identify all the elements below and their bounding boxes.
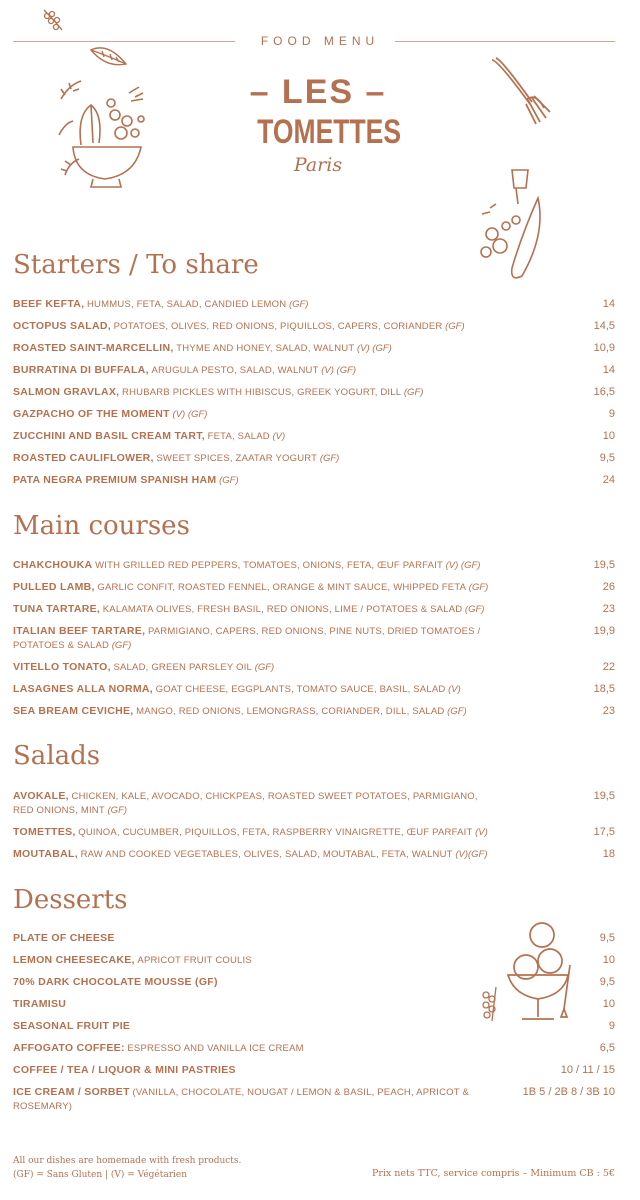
menu-item — [13, 385, 615, 400]
menu-item — [13, 451, 615, 466]
menu-item-price: 6,5 — [599, 1042, 615, 1054]
menu-item — [13, 682, 615, 697]
menu-item — [13, 341, 615, 356]
menu-item-price: 10,9 — [593, 342, 615, 354]
menu-item-name: PLATE OF CHEESE — [13, 932, 115, 944]
menu-item-price: 23 — [602, 705, 615, 717]
menu-item-text — [13, 660, 493, 675]
menu-item — [13, 363, 615, 378]
menu-item — [13, 660, 615, 675]
menu-item-text — [13, 931, 493, 946]
menu-item-price: 9 — [608, 1020, 615, 1032]
menu-item-text — [13, 341, 493, 356]
herb-sprig-icon — [40, 6, 66, 34]
leaf-icon — [88, 42, 130, 70]
menu-item-description: HUMMUS, FETA, SALAD, CANDIED LEMON — [87, 299, 287, 310]
menu-item — [13, 624, 615, 653]
menu-item — [13, 1063, 615, 1078]
menu-item-tags: (GF) — [219, 475, 239, 486]
footer-price-note: Prix nets TTC, service compris – Minimum CB : 5€ — [371, 1168, 615, 1179]
menu-item-price: 14 — [602, 364, 615, 376]
menu-item-name: COFFEE / TEA / LIQUOR & MINI PASTRIES — [13, 1064, 236, 1076]
menu-item-price: 17,5 — [593, 826, 615, 838]
menu-item-name: OCTOPUS SALAD, — [13, 320, 111, 332]
menu-item-price: 10 / 11 / 15 — [560, 1064, 615, 1076]
fork-icon — [488, 56, 552, 128]
menu-item — [13, 1041, 615, 1056]
menu-item — [13, 704, 615, 719]
menu-item-description: (VANILLA, CHOCOLATE, NOUGAT / LEMON & BASIL, PEACH, APRICOT & ROSEMARY) — [13, 1087, 469, 1112]
menu-item-text — [13, 580, 493, 595]
menu-item-description: SWEET SPICES, ZAATAR YOGURT — [156, 453, 318, 464]
logo-tomettes: TOMETTES — [257, 113, 402, 151]
menu-item-text — [13, 953, 493, 968]
menu-item-name: LASAGNES ALLA NORMA, — [13, 683, 153, 695]
menu-item-description: POTATOES, OLIVES, RED ONIONS, PIQUILLOS, CAPERS, CORIANDER — [113, 321, 443, 332]
menu-item-price: 10 — [602, 998, 615, 1010]
menu-item-text — [13, 682, 493, 697]
menu-item — [13, 997, 615, 1012]
menu-item — [13, 1019, 615, 1034]
menu-item-tags: (V) — [448, 684, 461, 695]
menu-item — [13, 429, 615, 444]
menu-item-text — [13, 297, 493, 312]
menu-item-description: WITH GRILLED RED PEPPERS, TOMATOES, ONIONS, FETA, ŒUF PARFAIT — [95, 560, 443, 571]
menu-item-name: 70% DARK CHOCOLATE MOUSSE (GF) — [13, 976, 218, 988]
section-title-mains: Main courses — [13, 511, 190, 541]
menu-item-tags: (GF) — [288, 299, 309, 310]
menu-item-name: PATA NEGRA PREMIUM SPANISH HAM — [13, 474, 217, 486]
menu-item-name: MOUTABAL, — [13, 848, 78, 860]
menu-item-description: QUINOA, CUCUMBER, PIQUILLOS, FETA, RASPBERRY VINAIGRETTE, ŒUF PARFAIT — [78, 827, 473, 838]
menu-item — [13, 1085, 615, 1114]
menu-item-price: 9,5 — [599, 452, 615, 464]
menu-item-price: 9,5 — [599, 976, 615, 988]
menu-item-price: 18,5 — [593, 683, 615, 695]
menu-item-price: 23 — [602, 603, 615, 615]
menu-item — [13, 558, 615, 573]
menu-item-description: RAW AND COOKED VEGETABLES, OLIVES, SALAD, MOUTABAL, FETA, WALNUT — [80, 849, 453, 860]
menu-item-tags: (GF) — [319, 453, 340, 464]
menu-item-description: FETA, SALAD — [207, 431, 270, 442]
menu-item-price: 19,5 — [593, 790, 615, 802]
menu-item-name: TUNA TARTARE, — [13, 603, 101, 615]
menu-item-text — [13, 558, 493, 573]
menu-item-name: ZUCCHINI AND BASIL CREAM TART, — [13, 430, 205, 442]
menu-item-price: 22 — [602, 661, 615, 673]
menu-item-name: CHAKCHOUKA — [13, 559, 93, 571]
menu-item-name: SEASONAL FRUIT PIE — [13, 1020, 131, 1032]
section-title-desserts: Desserts — [13, 885, 128, 915]
menu-item — [13, 847, 615, 862]
menu-item — [13, 789, 615, 818]
menu-item-tags: (GF) — [111, 640, 132, 651]
menu-item-tags: (V) (GF) — [445, 560, 481, 571]
menu-item-price: 19,5 — [593, 559, 615, 571]
menu-item-name: PULLED LAMB, — [13, 581, 95, 593]
menu-item-description: MANGO, RED ONIONS, LEMONGRASS, CORIANDER, DILL, SALAD — [136, 706, 445, 717]
menu-item-tags: (V) (GF) — [321, 365, 357, 376]
menu-item-text — [13, 997, 493, 1012]
menu-item-name: ROASTED SAINT-MARCELLIN, — [13, 342, 174, 354]
menu-item-name: BEEF KEFTA, — [13, 298, 85, 310]
menu-header-text: FOOD MENU — [255, 34, 385, 48]
menu-item-text — [13, 624, 493, 653]
menu-item-text — [13, 363, 493, 378]
footer-notes — [13, 1154, 241, 1182]
menu-item-name: BURRATINA DI BUFFALA, — [13, 364, 149, 376]
menu-item-tags: (GF) — [254, 662, 275, 673]
menu-item-description: GARLIC CONFIT, ROASTED FENNEL, ORANGE & MINT SAUCE, WHIPPED FETA — [97, 582, 467, 593]
menu-item-name: TOMETTES, — [13, 826, 76, 838]
menu-item-name: ROASTED CAULIFLOWER, — [13, 452, 154, 464]
menu-item-name: VITELLO TONATO, — [13, 661, 111, 673]
menu-item-text — [13, 473, 493, 488]
menu-item-description: KALAMATA OLIVES, FRESH BASIL, RED ONIONS, LIME / POTATOES & SALAD — [102, 604, 463, 615]
menu-item-text — [13, 847, 493, 862]
menu-item-name: TIRAMISU — [13, 998, 67, 1010]
menu-item-tags: (V) — [475, 827, 488, 838]
menu-item-tags: (GF) — [403, 387, 424, 398]
menu-item-tags: (GF) — [447, 706, 467, 717]
menu-item-price: 9 — [608, 408, 615, 420]
menu-item — [13, 953, 615, 968]
menu-item-price: 1B 5 / 2B 8 / 3B 10 — [522, 1086, 615, 1098]
menu-item-name: AFFOGATO COFFEE: — [13, 1042, 125, 1054]
menu-item-price: 24 — [602, 474, 615, 486]
menu-item-text — [13, 975, 493, 990]
menu-item-text — [13, 704, 493, 719]
menu-item-text — [13, 451, 493, 466]
menu-item-tags: (GF) — [464, 604, 485, 615]
menu-item-price: 14 — [602, 298, 615, 310]
menu-item — [13, 319, 615, 334]
menu-item-description: GOAT CHEESE, EGGPLANTS, TOMATO SAUCE, BASIL, SALAD — [155, 684, 446, 695]
menu-item-name: ICE CREAM / SORBET — [13, 1086, 130, 1098]
section-title-salads: Salads — [13, 741, 101, 771]
menu-item-text — [13, 429, 493, 444]
menu-item — [13, 473, 615, 488]
logo-les: – LES – — [249, 73, 387, 111]
menu-item-price: 14,5 — [593, 320, 615, 332]
menu-item-price: 9,5 — [599, 932, 615, 944]
restaurant-logo — [240, 72, 402, 176]
salad-bowl-icon — [55, 75, 155, 195]
menu-item-description: RHUBARB PICKLES WITH HIBISCUS, GREEK YOGURT, DILL — [122, 387, 402, 398]
pan-icon — [472, 164, 552, 286]
menu-item-price: 18 — [602, 848, 615, 860]
menu-item — [13, 407, 615, 422]
menu-item — [13, 580, 615, 595]
menu-item-description: THYME AND HONEY, SALAD, WALNUT — [176, 343, 355, 354]
menu-item-text — [13, 385, 493, 400]
menu-item-name: AVOKALE, — [13, 790, 69, 802]
menu-item-name: SEA BREAM CEVICHE, — [13, 705, 134, 717]
menu-item-price: 10 — [602, 954, 615, 966]
menu-item-text — [13, 1041, 493, 1056]
menu-item-name: ITALIAN BEEF TARTARE, — [13, 625, 146, 637]
menu-item-tags: (V) (GF) — [172, 409, 208, 420]
menu-item-text — [13, 825, 493, 840]
menu-item — [13, 825, 615, 840]
logo-paris: Paris — [293, 154, 343, 176]
menu-item-description: ARUGULA PESTO, SALAD, WALNUT — [151, 365, 319, 376]
menu-item-name: GAZPACHO OF THE MOMENT — [13, 408, 170, 420]
menu-item-name: LEMON CHEESECAKE, — [13, 954, 135, 966]
menu-item — [13, 297, 615, 312]
menu-item-price: 10 — [602, 430, 615, 442]
menu-item-name: SALMON GRAVLAX, — [13, 386, 120, 398]
menu-item-text — [13, 1063, 493, 1078]
menu-item — [13, 602, 615, 617]
menu-item-description: CHICKEN, KALE, AVOCADO, CHICKPEAS, ROASTED SWEET POTATOES, PARMIGIANO, RED ONIONS, MINT — [13, 791, 478, 816]
menu-item-text — [13, 407, 493, 422]
footer-homemade-note: All our dishes are homemade with fresh products. — [13, 1156, 242, 1166]
menu-item-description: ESPRESSO AND VANILLA ICE CREAM — [127, 1043, 304, 1054]
section-title-starters: Starters / To share — [13, 250, 259, 280]
menu-item-tags: (V) — [272, 431, 286, 442]
menu-item — [13, 975, 615, 990]
menu-item-description: PARMIGIANO, CAPERS, RED ONIONS, PINE NUTS, DRIED TOMATOES / POTATOES & SALAD — [13, 626, 481, 651]
menu-item-price: 26 — [602, 581, 615, 593]
menu-item-description: APRICOT FRUIT COULIS — [137, 955, 252, 966]
menu-item-tags: (V) (GF) — [357, 343, 392, 354]
menu-item-tags: (GF) — [445, 321, 465, 332]
footer-legend: (GF) = Sans Gluten | (V) = Végétarien — [13, 1170, 188, 1180]
menu-item-tags: (V)(GF) — [455, 849, 488, 860]
menu-item-text — [13, 1019, 493, 1034]
menu-item-tags: (GF) — [107, 805, 128, 816]
menu-item-price: 19,9 — [593, 625, 615, 637]
menu-item-description: SALAD, GREEN PARSLEY OIL — [113, 662, 253, 673]
menu-item-price: 16,5 — [593, 386, 615, 398]
menu-item-text — [13, 602, 493, 617]
menu-item — [13, 931, 615, 946]
menu-item-text — [13, 1085, 493, 1114]
menu-item-text — [13, 789, 493, 818]
menu-item-tags: (GF) — [468, 582, 489, 593]
menu-item-text — [13, 319, 493, 334]
